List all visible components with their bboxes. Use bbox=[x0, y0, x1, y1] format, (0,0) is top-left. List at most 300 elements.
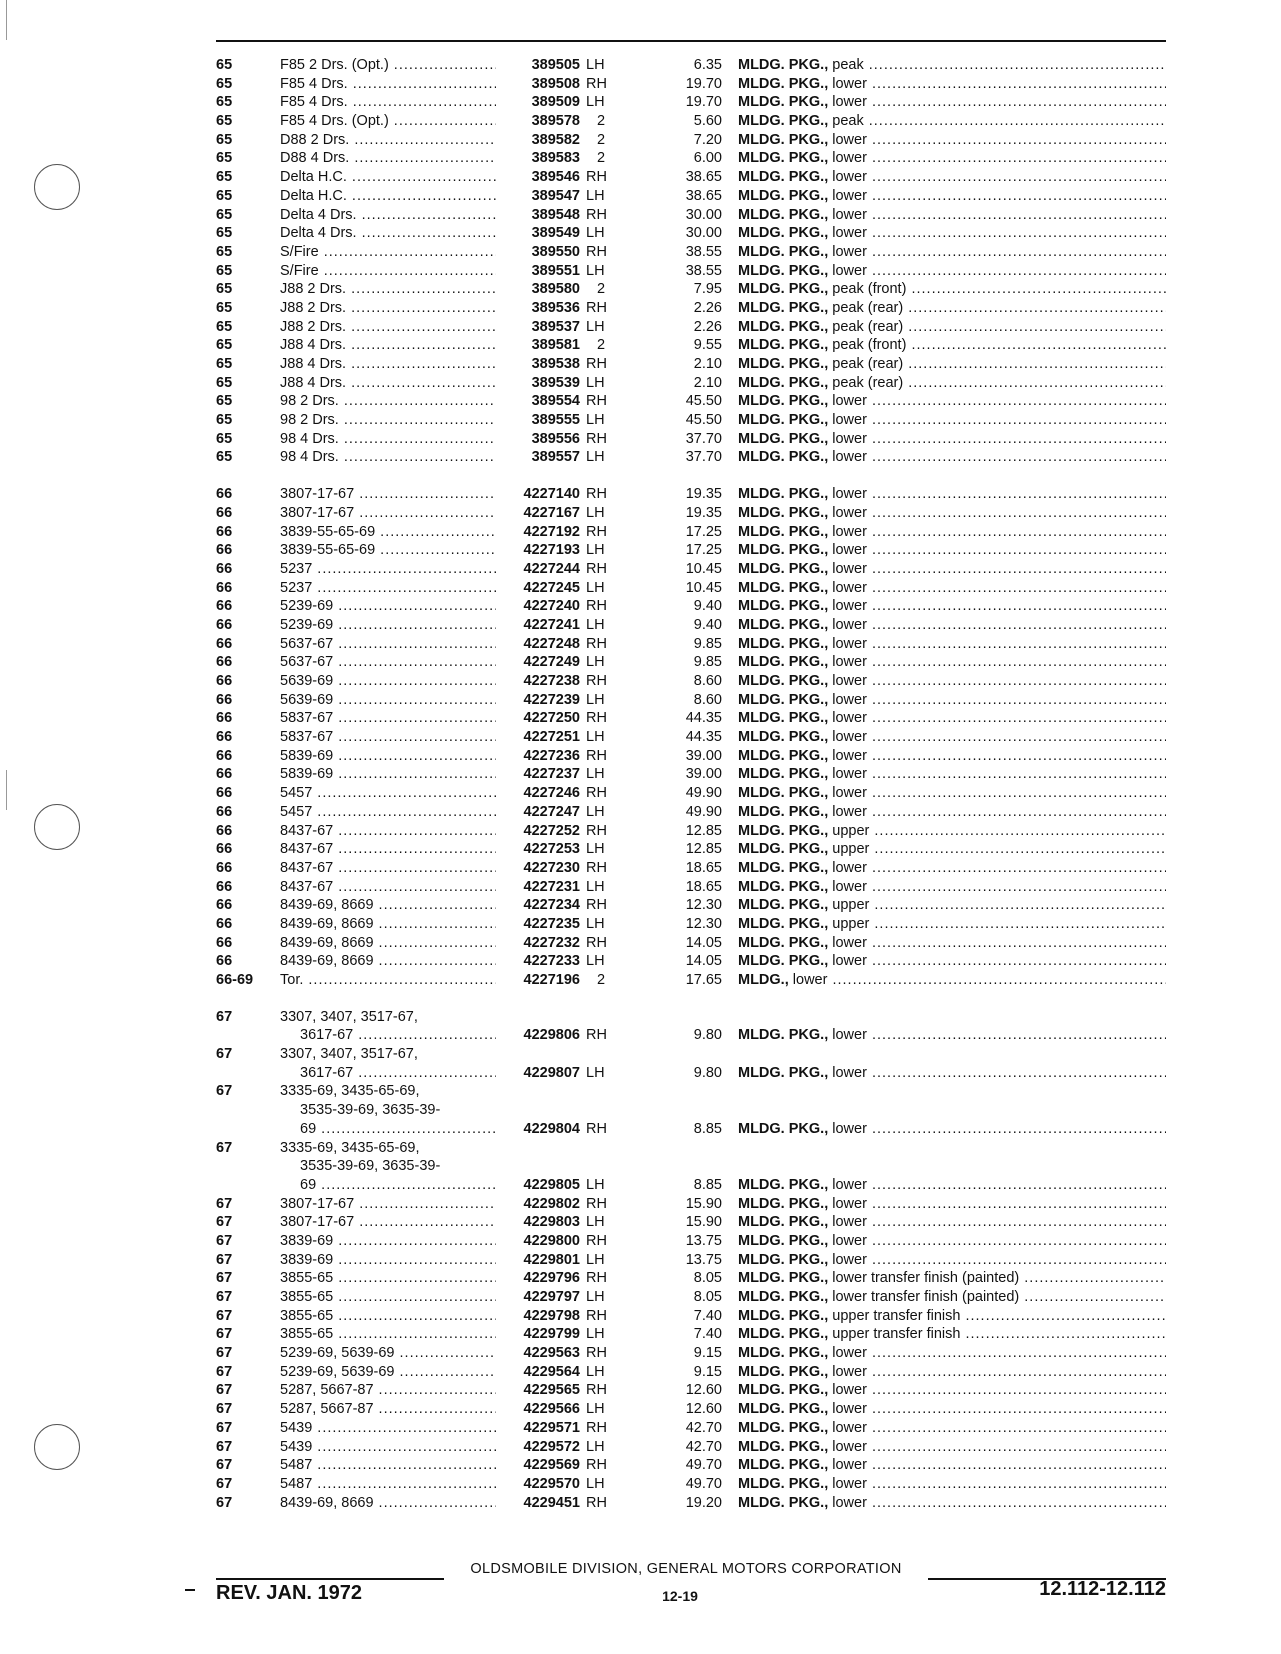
description-detail: upper bbox=[832, 822, 870, 839]
description-detail: lower bbox=[832, 1232, 867, 1249]
description-cell bbox=[738, 1475, 1166, 1494]
model-cell: S/Fire ..... bbox=[280, 262, 508, 281]
year-cell: 67 bbox=[216, 1195, 233, 1212]
model-cell: 3855-65 ..... bbox=[280, 1325, 508, 1344]
description-cell bbox=[738, 896, 1166, 915]
table-row bbox=[216, 1475, 1166, 1494]
table-row bbox=[216, 1325, 1166, 1344]
year-cell: 67 bbox=[216, 1307, 233, 1324]
description-type: MLDG. PKG., bbox=[738, 486, 829, 503]
part-number-cell: 4229804 bbox=[496, 1120, 580, 1139]
table-row bbox=[216, 448, 1166, 467]
table-row-continuation bbox=[216, 1176, 1166, 1195]
year-cell: 66 bbox=[216, 934, 233, 951]
table-row bbox=[216, 822, 1166, 841]
description-detail: upper bbox=[832, 915, 870, 932]
model-cell: 3535-39-69, 3635-39- bbox=[300, 1158, 441, 1175]
description-cell bbox=[738, 1456, 1166, 1475]
description-type: MLDG. PKG., bbox=[738, 915, 829, 932]
model-cell: 98 4 Drs. ..... bbox=[280, 448, 508, 467]
model-cell: 3807-17-67 ..... bbox=[280, 485, 508, 504]
year-cell: 66 bbox=[216, 859, 233, 876]
model-cell: 8437-67 ..... bbox=[280, 840, 508, 859]
description-cell bbox=[738, 822, 1166, 841]
year-cell: 65 bbox=[216, 337, 233, 354]
description-cell bbox=[738, 262, 1166, 281]
top-rule bbox=[216, 40, 1166, 42]
model-cell: 3617-67 ..... bbox=[280, 1064, 508, 1083]
price-cell: 49.90 bbox=[685, 803, 722, 820]
price-cell: 9.85 bbox=[693, 654, 722, 671]
table-row bbox=[216, 318, 1166, 337]
model-cell: 5637-67 ..... bbox=[280, 635, 508, 654]
model-cell: 3307, 3407, 3517-67, bbox=[280, 1046, 418, 1063]
price-cell: 42.70 bbox=[685, 1419, 722, 1436]
model-cell: 5837-67 ..... bbox=[280, 709, 508, 728]
description-type: MLDG. PKG., bbox=[738, 1419, 829, 1436]
description-cell bbox=[738, 971, 1166, 990]
price-cell: 6.00 bbox=[693, 150, 722, 167]
part-number-cell: 389548 bbox=[496, 206, 580, 225]
price-cell: 7.20 bbox=[693, 131, 722, 148]
description-detail: lower bbox=[832, 393, 867, 410]
part-number-cell: 4229801 bbox=[496, 1251, 580, 1270]
description-type: MLDG. PKG., bbox=[738, 1363, 829, 1380]
model-cell: 3535-39-69, 3635-39- bbox=[300, 1102, 441, 1119]
description-cell bbox=[738, 803, 1166, 822]
side-cell: RH bbox=[586, 785, 607, 802]
description-detail: peak (front) bbox=[832, 337, 907, 354]
year-cell: 65 bbox=[216, 449, 233, 466]
price-cell: 9.40 bbox=[693, 598, 722, 615]
year-cell: 67 bbox=[216, 1494, 233, 1511]
model-cell: D88 4 Drs. ..... bbox=[280, 149, 508, 168]
year-cell: 66 bbox=[216, 579, 233, 596]
price-cell: 19.35 bbox=[685, 486, 722, 503]
description-type: MLDG. PKG., bbox=[738, 299, 829, 316]
side-cell: LH bbox=[586, 1214, 605, 1231]
description-cell bbox=[738, 560, 1166, 579]
price-cell: 12.60 bbox=[685, 1401, 722, 1418]
price-cell: 9.15 bbox=[693, 1363, 722, 1380]
side-cell: RH bbox=[586, 897, 607, 914]
description-detail: lower bbox=[832, 1363, 867, 1380]
year-cell: 66 bbox=[216, 878, 233, 895]
table-row bbox=[216, 1139, 1166, 1158]
price-cell: 12.30 bbox=[685, 915, 722, 932]
year-cell: 66 bbox=[216, 673, 233, 689]
footer-division: OLDSMOBILE DIVISION, GENERAL MOTORS CORPORATION bbox=[470, 1561, 902, 1577]
side-cell: 2 bbox=[596, 281, 606, 298]
description-cell bbox=[738, 597, 1166, 616]
side-cell: RH bbox=[586, 206, 607, 223]
footer-revision: REV. JAN. 1972 bbox=[216, 1582, 363, 1604]
description-type: MLDG. PKG., bbox=[738, 169, 829, 186]
part-number-cell: 4229797 bbox=[496, 1288, 580, 1307]
part-number-cell: 389581 bbox=[496, 336, 580, 355]
price-cell: 15.90 bbox=[685, 1195, 722, 1212]
footer-rule bbox=[216, 1578, 444, 1580]
price-cell: 49.90 bbox=[685, 785, 722, 802]
price-cell: 18.65 bbox=[685, 878, 722, 895]
year-cell: 66 bbox=[216, 504, 233, 521]
description-detail: lower bbox=[832, 206, 867, 223]
table-row bbox=[216, 1344, 1166, 1363]
part-number-cell: 389537 bbox=[496, 318, 580, 337]
description-type: MLDG. PKG., bbox=[738, 113, 829, 130]
description-type: MLDG. PKG., bbox=[738, 1251, 829, 1268]
table-row bbox=[216, 187, 1166, 206]
table-row-continuation bbox=[216, 1026, 1166, 1045]
model-cell: D88 2 Drs. ..... bbox=[280, 131, 508, 150]
description-cell bbox=[738, 1325, 1166, 1344]
model-cell: 8439-69, 8669 ..... bbox=[280, 1494, 508, 1513]
year-cell: 65 bbox=[216, 299, 233, 316]
part-number-cell: 4229806 bbox=[496, 1026, 580, 1045]
side-cell: RH bbox=[586, 1457, 607, 1474]
description-cell bbox=[738, 523, 1166, 542]
description-cell bbox=[738, 187, 1166, 206]
year-cell: 67 bbox=[216, 1382, 233, 1399]
price-cell: 14.05 bbox=[685, 953, 722, 970]
year-cell: 65 bbox=[216, 206, 233, 223]
table-row bbox=[216, 1008, 1166, 1027]
price-cell: 45.50 bbox=[685, 412, 722, 429]
side-cell: RH bbox=[586, 1382, 607, 1399]
description-detail: lower bbox=[832, 1251, 867, 1268]
side-cell: LH bbox=[586, 729, 605, 746]
side-cell: RH bbox=[586, 1307, 607, 1324]
side-cell: 2 bbox=[596, 337, 606, 354]
table-row bbox=[216, 224, 1166, 243]
year-cell: 66 bbox=[216, 915, 233, 932]
table-row bbox=[216, 523, 1166, 542]
description-detail: lower bbox=[832, 579, 867, 596]
year-cell: 66 bbox=[216, 710, 233, 727]
side-cell: LH bbox=[586, 803, 605, 820]
side-cell: RH bbox=[586, 430, 607, 447]
part-number-cell: 389539 bbox=[496, 374, 580, 393]
table-row bbox=[216, 131, 1166, 150]
description-type: MLDG. PKG., bbox=[738, 187, 829, 204]
model-cell: 5237 ..... bbox=[280, 560, 508, 579]
description-type: MLDG. PKG., bbox=[738, 1120, 829, 1137]
year-cell: 65 bbox=[216, 150, 233, 167]
description-type: MLDG. PKG., bbox=[738, 1494, 829, 1511]
side-cell: LH bbox=[586, 1251, 605, 1268]
table-row bbox=[216, 1419, 1166, 1438]
year-cell: 67 bbox=[216, 1251, 233, 1268]
price-cell: 14.05 bbox=[685, 934, 722, 951]
description-detail: lower bbox=[832, 1494, 867, 1511]
price-cell: 18.65 bbox=[685, 859, 722, 876]
part-number-cell: 4227244 bbox=[496, 560, 580, 579]
model-cell: 3839-55-65-69 ..... bbox=[280, 541, 508, 560]
description-detail: lower bbox=[832, 1401, 867, 1418]
side-cell: RH bbox=[586, 1419, 607, 1436]
description-cell bbox=[738, 915, 1166, 934]
part-number-cell: 389583 bbox=[496, 149, 580, 168]
table-row bbox=[216, 262, 1166, 281]
table-row-continuation bbox=[216, 1157, 1166, 1176]
description-type: MLDG. PKG., bbox=[738, 1027, 829, 1044]
part-number-cell: 4229565 bbox=[496, 1381, 580, 1400]
side-cell: LH bbox=[586, 1475, 605, 1492]
description-cell bbox=[738, 1213, 1166, 1232]
model-cell: Delta 4 Drs. ..... bbox=[280, 224, 508, 243]
description-type: MLDG. PKG., bbox=[738, 504, 829, 521]
description-type: MLDG. PKG., bbox=[738, 374, 829, 391]
year-cell: 65 bbox=[216, 430, 233, 447]
description-type: MLDG. PKG., bbox=[738, 412, 829, 429]
description-detail: lower bbox=[832, 75, 867, 92]
part-number-cell: 4227239 bbox=[496, 691, 580, 710]
description-detail: lower bbox=[832, 691, 867, 708]
model-cell: 5837-67 ..... bbox=[280, 728, 508, 747]
description-detail: lower bbox=[832, 1027, 867, 1044]
part-number-cell: 4227167 bbox=[496, 504, 580, 523]
table-row bbox=[216, 411, 1166, 430]
description-detail: upper transfer finish bbox=[832, 1326, 961, 1343]
price-cell: 9.55 bbox=[693, 337, 722, 354]
part-number-cell: 4227232 bbox=[496, 934, 580, 953]
model-cell: 5439 ..... bbox=[280, 1419, 508, 1438]
table-row bbox=[216, 1213, 1166, 1232]
description-cell bbox=[738, 616, 1166, 635]
description-detail: peak (rear) bbox=[832, 318, 904, 335]
price-cell: 6.35 bbox=[693, 57, 722, 73]
price-cell: 8.60 bbox=[693, 691, 722, 708]
model-cell: J88 2 Drs. ..... bbox=[280, 280, 508, 299]
description-detail: lower bbox=[832, 94, 867, 111]
part-number-cell: 4227196 bbox=[496, 971, 580, 990]
description-detail: lower bbox=[832, 934, 867, 951]
description-type: MLDG. PKG., bbox=[738, 150, 829, 167]
price-cell: 37.70 bbox=[685, 430, 722, 447]
price-cell: 17.25 bbox=[685, 523, 722, 540]
model-cell: Tor. ..... bbox=[280, 971, 508, 990]
description-type: MLDG. PKG., bbox=[738, 542, 829, 559]
description-detail: lower bbox=[832, 1457, 867, 1474]
part-number-cell: 4227249 bbox=[496, 653, 580, 672]
year-cell: 67 bbox=[216, 1438, 233, 1455]
description-type: MLDG. PKG., bbox=[738, 1401, 829, 1418]
part-number-cell: 4227241 bbox=[496, 616, 580, 635]
model-cell: Delta 4 Drs. ..... bbox=[280, 206, 508, 225]
description-type: MLDG. PKG., bbox=[738, 934, 829, 951]
description-type: MLDG. PKG., bbox=[738, 859, 829, 876]
description-detail: peak (rear) bbox=[832, 374, 904, 391]
year-cell: 65 bbox=[216, 356, 233, 372]
side-cell: LH bbox=[586, 616, 605, 633]
table-row bbox=[216, 149, 1166, 168]
part-number-cell: 4229451 bbox=[496, 1494, 580, 1513]
model-cell: F85 2 Drs. (Opt.) ..... bbox=[280, 56, 508, 75]
table-row bbox=[216, 430, 1166, 449]
description-detail: lower bbox=[832, 430, 867, 447]
part-number-cell: 389509 bbox=[496, 93, 580, 112]
table-row bbox=[216, 504, 1166, 523]
table-row bbox=[216, 579, 1166, 598]
description-detail: lower bbox=[832, 1176, 867, 1193]
scan-edge-mark bbox=[6, 770, 7, 810]
part-number-cell: 4227238 bbox=[496, 672, 580, 691]
year-cell: 66 bbox=[216, 822, 233, 839]
part-number-cell: 4229800 bbox=[496, 1232, 580, 1251]
part-number-cell: 4229563 bbox=[496, 1344, 580, 1363]
price-cell: 15.90 bbox=[685, 1214, 722, 1231]
price-cell: 13.75 bbox=[685, 1251, 722, 1268]
description-cell bbox=[738, 1494, 1166, 1513]
description-cell bbox=[738, 728, 1166, 747]
description-type: MLDG. PKG., bbox=[738, 673, 829, 689]
model-cell: 3335-69, 3435-65-69, bbox=[280, 1083, 420, 1100]
year-cell: 65 bbox=[216, 243, 233, 260]
price-cell: 38.65 bbox=[685, 169, 722, 186]
price-cell: 13.75 bbox=[685, 1232, 722, 1249]
description-detail: lower bbox=[832, 766, 867, 783]
table-row bbox=[216, 1269, 1166, 1288]
side-cell: RH bbox=[586, 523, 607, 540]
description-cell bbox=[738, 392, 1166, 411]
table-row bbox=[216, 971, 1166, 990]
description-cell bbox=[738, 1400, 1166, 1419]
year-cell: 66 bbox=[216, 803, 233, 820]
year-cell: 67 bbox=[216, 1270, 233, 1287]
year-cell: 67 bbox=[216, 1401, 233, 1418]
side-cell: LH bbox=[586, 654, 605, 671]
description-type: MLDG. PKG., bbox=[738, 243, 829, 260]
description-type: MLDG. PKG., bbox=[738, 430, 829, 447]
year-cell: 66-69 bbox=[216, 972, 254, 988]
description-type: MLDG. PKG., bbox=[738, 841, 829, 858]
year-cell: 66 bbox=[216, 542, 233, 559]
table-row bbox=[216, 952, 1166, 971]
description-cell bbox=[738, 859, 1166, 878]
description-cell bbox=[738, 1120, 1166, 1139]
parts-list bbox=[216, 56, 1166, 1512]
side-cell: LH bbox=[586, 1064, 605, 1081]
description-cell bbox=[738, 765, 1166, 784]
description-type: MLDG. PKG., bbox=[738, 785, 829, 802]
description-detail: lower bbox=[832, 486, 867, 503]
description-cell bbox=[738, 1026, 1166, 1045]
description-type: MLDG. PKG., bbox=[738, 57, 829, 73]
model-cell: 5287, 5667-87 ..... bbox=[280, 1400, 508, 1419]
model-cell: 5639-69 ..... bbox=[280, 691, 508, 710]
description-cell bbox=[738, 411, 1166, 430]
part-number-cell: 4227250 bbox=[496, 709, 580, 728]
table-row bbox=[216, 1381, 1166, 1400]
model-cell: 5457 ..... bbox=[280, 784, 508, 803]
side-cell: RH bbox=[586, 1195, 607, 1212]
table-row bbox=[216, 93, 1166, 112]
table-row bbox=[216, 747, 1166, 766]
year-cell: 65 bbox=[216, 57, 233, 73]
table-row bbox=[216, 374, 1166, 393]
description-detail: peak (rear) bbox=[832, 356, 904, 372]
table-row bbox=[216, 485, 1166, 504]
table-row bbox=[216, 280, 1166, 299]
description-detail: peak (front) bbox=[832, 281, 907, 298]
description-detail: lower transfer finish (painted) bbox=[832, 1270, 1020, 1287]
model-cell: J88 4 Drs. ..... bbox=[280, 336, 508, 355]
price-cell: 39.00 bbox=[685, 766, 722, 783]
table-row bbox=[216, 803, 1166, 822]
description-detail: lower bbox=[832, 560, 867, 577]
side-cell: LH bbox=[586, 412, 605, 429]
description-cell bbox=[738, 691, 1166, 710]
table-row bbox=[216, 1307, 1166, 1326]
part-number-cell: 4229798 bbox=[496, 1307, 580, 1326]
model-cell: J88 4 Drs. ..... bbox=[280, 374, 508, 393]
description-cell bbox=[738, 709, 1166, 728]
price-cell: 9.85 bbox=[693, 635, 722, 652]
side-cell: RH bbox=[586, 169, 607, 186]
description-type: MLDG. PKG., bbox=[738, 225, 829, 242]
part-number-cell: 4227248 bbox=[496, 635, 580, 654]
description-cell bbox=[738, 56, 1166, 75]
side-cell: LH bbox=[586, 225, 605, 242]
model-cell: 5239-69 ..... bbox=[280, 597, 508, 616]
side-cell: RH bbox=[586, 934, 607, 951]
description-detail: lower bbox=[832, 654, 867, 671]
model-cell: 3617-67 ..... bbox=[280, 1026, 508, 1045]
side-cell: LH bbox=[586, 542, 605, 559]
model-cell: 5457 ..... bbox=[280, 803, 508, 822]
description-cell bbox=[738, 934, 1166, 953]
description-type: MLDG. PKG., bbox=[738, 579, 829, 596]
description-type: MLDG. PKG., bbox=[738, 1232, 829, 1249]
side-cell: LH bbox=[586, 878, 605, 895]
price-cell: 19.70 bbox=[685, 94, 722, 111]
price-cell: 42.70 bbox=[685, 1438, 722, 1455]
description-cell bbox=[738, 747, 1166, 766]
part-number-cell: 389549 bbox=[496, 224, 580, 243]
description-cell bbox=[738, 784, 1166, 803]
part-number-cell: 4229566 bbox=[496, 1400, 580, 1419]
table-row bbox=[216, 1232, 1166, 1251]
table-row bbox=[216, 859, 1166, 878]
table-row bbox=[216, 1456, 1166, 1475]
side-cell: 2 bbox=[596, 972, 606, 988]
description-cell bbox=[738, 93, 1166, 112]
table-row bbox=[216, 653, 1166, 672]
description-type: MLDG. PKG., bbox=[738, 131, 829, 148]
description-cell bbox=[738, 280, 1166, 299]
year-cell: 67 bbox=[216, 1326, 233, 1343]
description-cell bbox=[738, 355, 1166, 374]
model-cell: 3855-65 ..... bbox=[280, 1307, 508, 1326]
price-cell: 12.85 bbox=[685, 822, 722, 839]
description-detail: lower bbox=[832, 1382, 867, 1399]
year-cell: 67 bbox=[216, 1363, 233, 1380]
price-cell: 49.70 bbox=[685, 1475, 722, 1492]
description-type: MLDG. PKG., bbox=[738, 897, 829, 914]
model-cell: 5639-69 ..... bbox=[280, 672, 508, 691]
table-row bbox=[216, 1494, 1166, 1513]
year-cell: 66 bbox=[216, 897, 233, 914]
description-cell bbox=[738, 1269, 1166, 1288]
side-cell: LH bbox=[586, 374, 605, 391]
model-cell: 8437-67 ..... bbox=[280, 859, 508, 878]
year-cell: 66 bbox=[216, 523, 233, 540]
description-detail: lower bbox=[832, 673, 867, 689]
side-cell: RH bbox=[586, 1270, 607, 1287]
model-cell: 3839-55-65-69 ..... bbox=[280, 523, 508, 542]
table-row bbox=[216, 784, 1166, 803]
description-type: MLDG. PKG., bbox=[738, 635, 829, 652]
